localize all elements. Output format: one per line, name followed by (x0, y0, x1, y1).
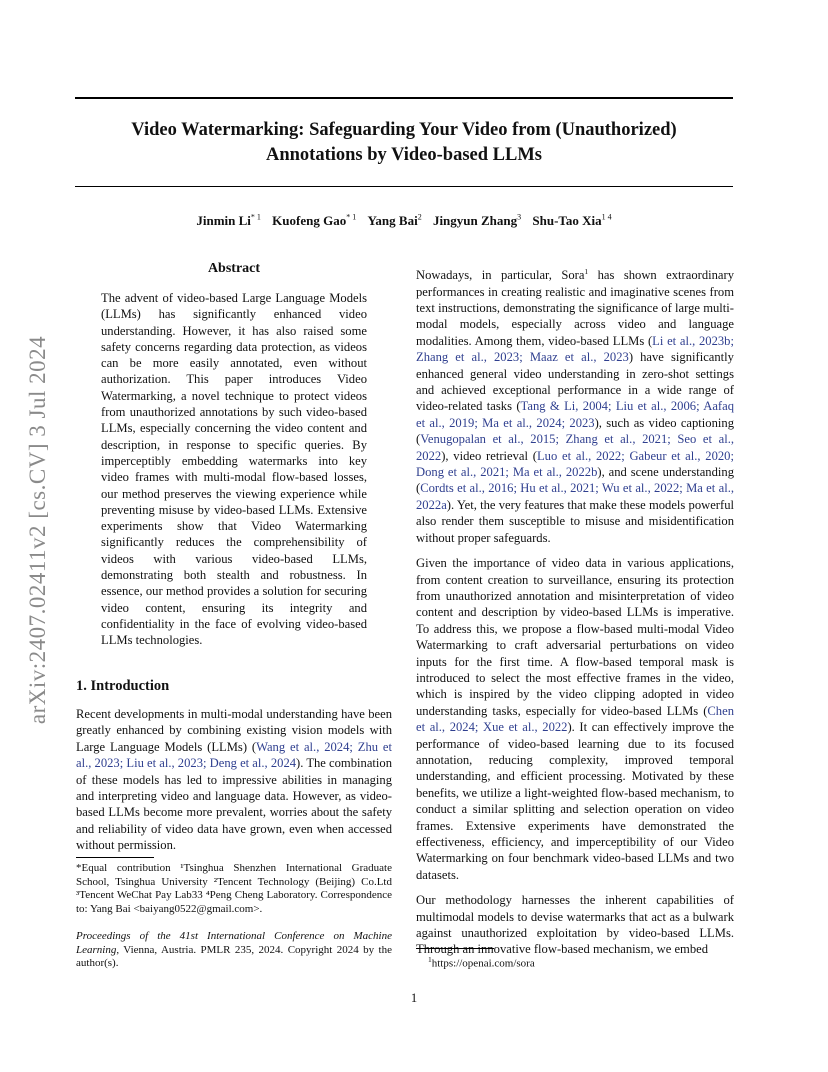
author (532, 213, 611, 228)
footnote-rule (416, 948, 494, 949)
page-number: 1 (410, 991, 418, 1005)
author (272, 213, 356, 228)
author (196, 213, 261, 228)
body-text: Recent developments in multi-modal understanding have been greatly enhanced by combining existing vision models with Large Language Models (LLMs) ( (76, 707, 392, 754)
title-line-2: Annotations by Video-based LLMs (265, 145, 543, 165)
citation-link[interactable]: Cordts et al., 2016; Hu et al., 2021; Wu et al., 2022; Ma et al., 2022a (416, 481, 734, 512)
paragraph (416, 264, 734, 546)
author-name: Kuofeng Gao (272, 213, 347, 229)
citation-link[interactable]: Chen et al., 2024; Xue et al., 2022 (416, 703, 734, 735)
section-heading-introduction: 1. Introduction (76, 678, 170, 694)
proceedings-details: , Vienna, Austria. PMLR 235, 2024. Copyright 2024 by the author(s). (76, 943, 392, 970)
footnote-mark: 1 (428, 955, 432, 964)
body-text: ), video retrieval ( (441, 448, 537, 463)
author-name: Shu-Tao Xia (532, 213, 602, 229)
citation-link[interactable]: Venugopalan et al., 2015; Zhang et al., 2021; Seo et al., 2022 (416, 432, 734, 463)
title-line-1: Video Watermarking: Safeguarding Your Video from (Unauthorized) (131, 120, 677, 140)
citation-link[interactable]: Li et al., 2023b; Zhang et al., 2023; Maaz et al., 2023 (416, 333, 734, 365)
proceedings-note (76, 930, 392, 971)
citation-link[interactable]: Tang & Li, 2004; Liu et al., 2006; Aafaq et al., 2019; Ma et al., 2024; 2023 (416, 399, 734, 430)
footnote-mark[interactable]: 1 (584, 267, 589, 276)
url-footnote (428, 953, 728, 971)
author-affiliation-mark: * 1 (346, 213, 357, 222)
citation-link[interactable]: Luo et al., 2022; Gabeur et al., 2020; Dong et al., 2021; Ma et al., 2022b (416, 448, 734, 480)
right-column (416, 264, 734, 958)
proceedings-venue: Proceedings of the 41st International Conference on Machine Learning (76, 930, 392, 956)
author-affiliation-mark: 3 (517, 213, 522, 222)
author-affiliation-mark: 1 4 (601, 213, 612, 222)
title-rule-top (75, 97, 733, 99)
body-text: has shown extraordinary performances in creating realistic and imaginative scenes from text instructions, demonstrating the significance of large multi-modal models, especially across video and language modalities. Among them, video-based LLMs ( (416, 268, 735, 348)
title-rule-bottom (75, 186, 733, 187)
paragraph (416, 555, 734, 883)
citation-link[interactable]: Wang et al., 2024; Zhu et al., 2023; Liu et al., 2023; Deng et al., 2024 (76, 739, 393, 771)
abstract-heading: Abstract (207, 261, 261, 276)
author (367, 213, 421, 228)
intro-paragraph (76, 706, 392, 854)
author-affiliation-mark: * 1 (250, 213, 261, 222)
author-name: Jingyun Zhang (432, 213, 518, 229)
body-text: ) have significantly enhanced general video understanding in zero-shot settings and achieved exceptional performance in a wide range of video-related tasks ( (416, 350, 734, 414)
author-name: Jinmin Li (196, 213, 251, 229)
author-affiliation-mark: 2 (417, 213, 422, 222)
body-text: Given the importance of video data in various applications, from content creation to surveillance, ensuring its protection from unauthorized annotation and misinterpretation of video content and description by video-based LLMs is imperative. To address this, we propose a flow-based multi-modal Video Watermarking to craft adversarial perturbations on video inputs for the first time. A flow-based temporal mask is introduced to select the most effective frames in the video, which is inspired by the video clipping adopted in video understanding tasks, especially for video-based LLMs ( (416, 556, 734, 718)
footnote-url[interactable]: https://openai.com/sora (431, 957, 535, 970)
paper-title (75, 118, 733, 168)
body-text: Nowadays, in particular, Sora (416, 268, 585, 283)
abstract-text: The advent of video-based Large Language Models (LLMs) has significantly enhanced video understanding. However, it has also raised some safety concerns regarding data protection, as videos can be more easily annotated, even without authorization. This paper introduces Video Watermarking, a novel technique to protect videos from unauthorized annotations by such video-based LLMs, especially concerning the video content and description, in response to specific queries. By imperceptibly embedding watermarks into key video frames with multi-modal flow-based losses, our method preserves the viewing experience while preventing misuse by video-based LLMs. Extensive experiments show that Video Watermarking significantly reduces the comprehensibility of videos with various video-based LLMs, demonstrating both stealth and robustness. In essence, our method provides a solution for securing video content, ensuring its integrity and confidentiality in the face of evolving video-based LLMs technologies. (101, 291, 367, 648)
body-text: ). It can effectively improve the performance of video-based learning due to its focused annotation, reducing complexity, improved temporal understanding, and efficient processing. Motivated by these benefits, we utilize a light-weighted flow-based mechanism, to conduct a similar splitting and selection operation on video frames. Extensive experiments have demonstrated the effectiveness, efficiency, and imperceptibility of our Video Watermarking on four benchmark video-based LLMs and two datasets. (416, 720, 734, 882)
author-name: Yang Bai (367, 213, 418, 229)
author-list (75, 213, 733, 229)
body-text: ). Yet, the very features that make these models powerful also render them susceptible to misuse and misidentification without proper safeguards. (416, 497, 734, 545)
author (433, 213, 521, 228)
body-text: ), and scene understanding ( (416, 465, 734, 496)
arxiv-identifier: arXiv:2407.02411v2 [cs.CV] 3 Jul 2024 (25, 335, 50, 725)
arxiv-sidebar (18, 300, 58, 760)
affiliation-footnote: *Equal contribution ¹Tsinghua Shenzhen International Graduate School, Tsinghua University ²Tencent Technology (Beijing) Co.Ltd ³Tencent WeChat Pay Lab33 ⁴Peng Cheng Laboratory. Correspondence to: Yang Bai <baiyang0522@gmail.com>. (76, 862, 392, 915)
footnote-rule (76, 857, 154, 858)
paragraph: Our methodology harnesses the inherent capabilities of multimodal models to devise watermarks that act as a bulwark against unauthorized exploitation by video-based LLMs. Through an innovative flow-based mechanism, we embed (416, 893, 734, 957)
body-text: ). The combination of these models has led to impressive abilities in managing and interpreting video and language data. However, as video-based LLMs become more prevalent, worries about the safety and reliability of video data have grown, even when accessed without permission. (76, 756, 393, 853)
body-text: ), such as video captioning ( (416, 415, 734, 447)
